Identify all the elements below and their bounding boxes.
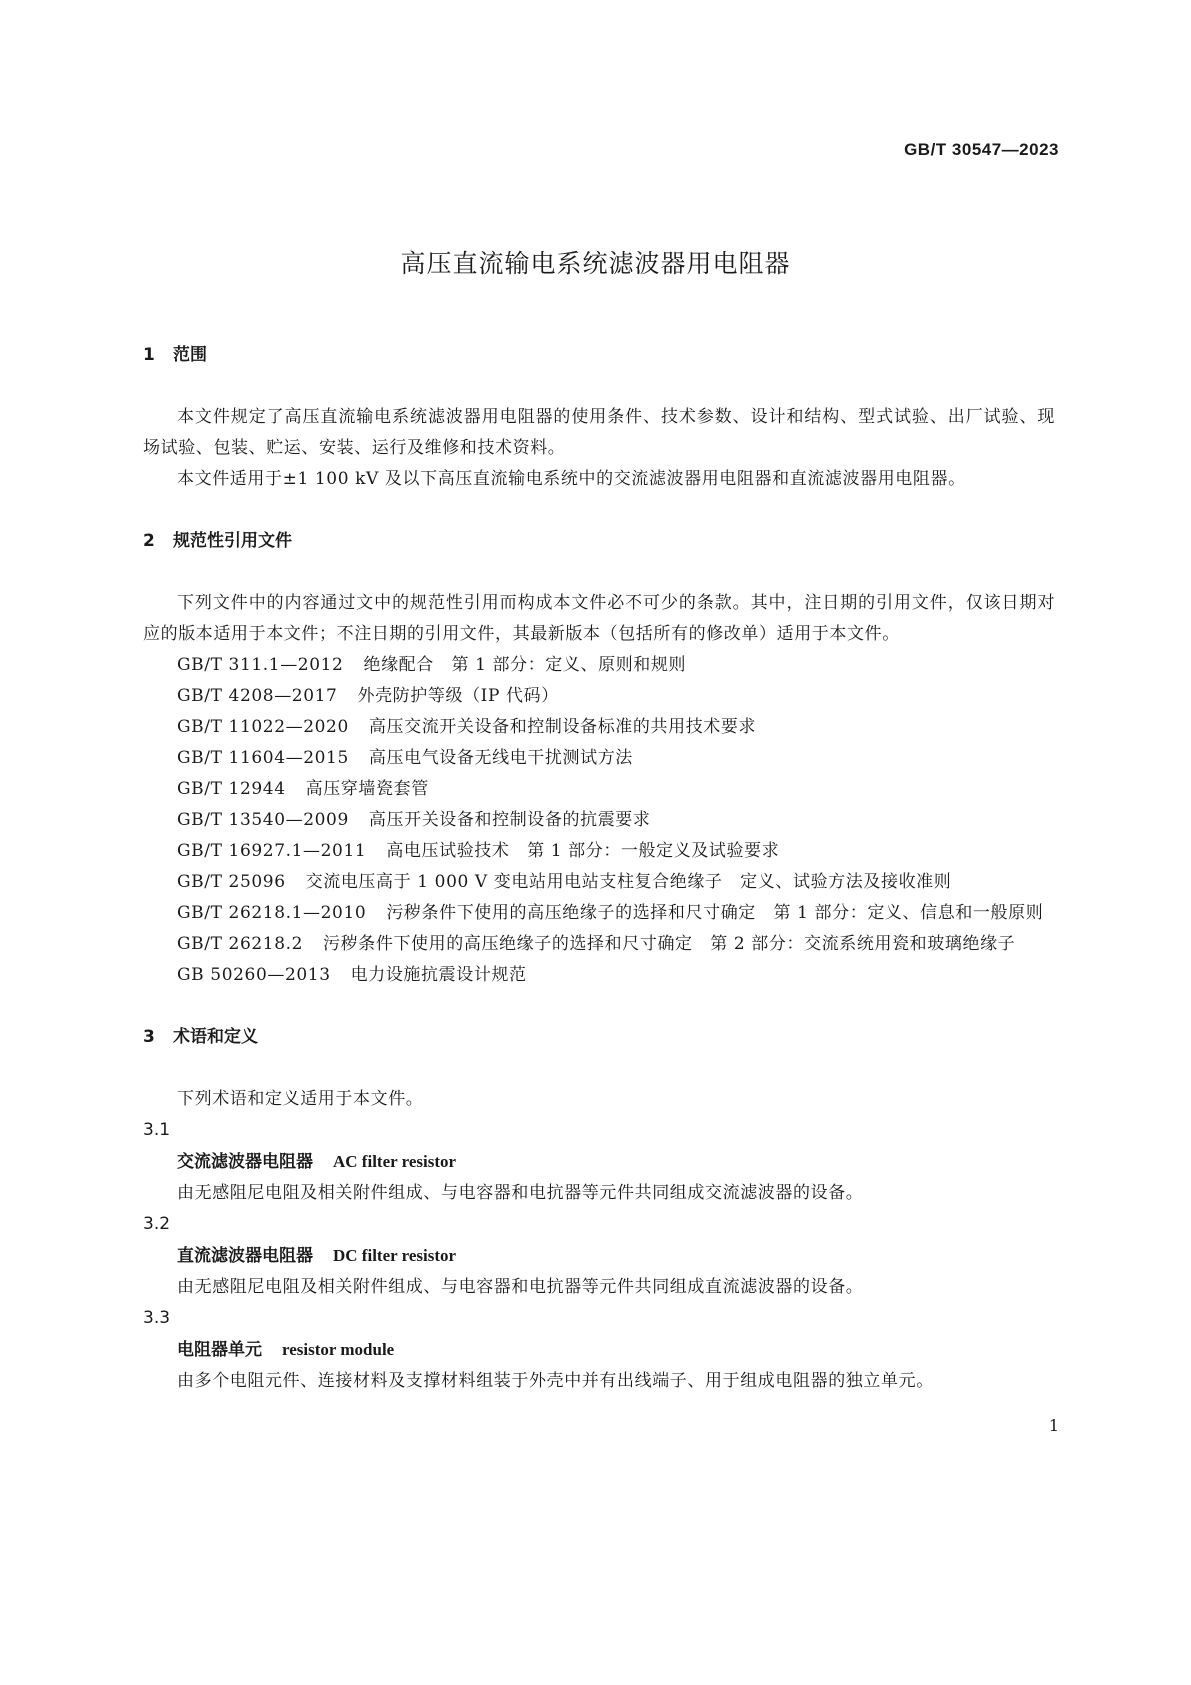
normative-intro: 下列文件中的内容通过文中的规范性引用而构成本文件必不可少的条款。其中，注日期的引用文件，仅该日期对应的版本适用于本文件；不注日期的引用文件，其最新版本（包括所有的修改单）适用于本文件。 bbox=[143, 593, 1055, 644]
reference-title: 高电压试验技术 第 1 部分：一般定义及试验要求 bbox=[386, 841, 780, 861]
reference-code: GB 50260—2013 bbox=[177, 965, 331, 985]
section-number: 2 bbox=[143, 531, 155, 551]
term-heading bbox=[143, 1334, 1055, 1366]
reference-item bbox=[143, 960, 1055, 991]
term-heading bbox=[143, 1240, 1055, 1272]
term-number: 3.2 bbox=[143, 1214, 171, 1234]
term-name-zh: 直流滤波器电阻器 bbox=[177, 1246, 313, 1266]
reference-title: 高压电气设备无线电干扰测试方法 bbox=[368, 748, 633, 768]
term-name-en: DC filter resistor bbox=[333, 1246, 457, 1265]
reference-code: GB/T 311.1—2012 bbox=[177, 655, 344, 675]
reference-item bbox=[143, 929, 1055, 960]
section-number: 1 bbox=[143, 345, 155, 365]
term-entry bbox=[143, 1303, 1055, 1397]
reference-title: 污秽条件下使用的高压绝缘子的选择和尺寸确定 第 1 部分：定义、信息和一般原则 bbox=[386, 903, 1044, 923]
term-definition: 由多个电阻元件、连接材料及支撑材料组装于外壳中并有出线端子、用于组成电阻器的独立单元。 bbox=[177, 1371, 934, 1391]
reference-title: 高压交流开关设备和控制设备标准的共用技术要求 bbox=[368, 717, 757, 737]
section-heading-normative bbox=[143, 526, 1055, 557]
section-number: 3 bbox=[143, 1027, 155, 1047]
scope-paragraph-1: 本文件规定了高压直流输电系统滤波器用电阻器的使用条件、技术参数、设计和结构、型式试验、出厂试验、现场试验、包装、贮运、安装、运行及维修和技术资料。 bbox=[143, 407, 1055, 458]
terms-intro: 下列术语和定义适用于本文件。 bbox=[177, 1089, 424, 1109]
section-title: 术语和定义 bbox=[173, 1027, 258, 1047]
term-definition: 由无感阻尼电阻及相关附件组成、与电容器和电抗器等元件共同组成直流滤波器的设备。 bbox=[177, 1277, 864, 1297]
term-number: 3.1 bbox=[143, 1120, 171, 1140]
term-entry bbox=[143, 1209, 1055, 1303]
reference-list bbox=[143, 650, 1055, 991]
term-heading bbox=[143, 1146, 1055, 1178]
reference-title: 电力设施抗震设计规范 bbox=[350, 965, 527, 985]
reference-title: 交流电压高于 1 000 V 变电站用电站支柱复合绝缘子 定义、试验方法及接收准则 bbox=[305, 872, 952, 892]
document-title: 高压直流输电系统滤波器用电阻器 bbox=[400, 249, 791, 278]
section-title: 规范性引用文件 bbox=[173, 531, 292, 551]
term-entry bbox=[143, 1115, 1055, 1209]
reference-code: GB/T 26218.2 bbox=[177, 934, 304, 954]
reference-title: 高压开关设备和控制设备的抗震要求 bbox=[368, 810, 651, 830]
reference-code: GB/T 26218.1—2010 bbox=[177, 903, 367, 923]
reference-title: 污秽条件下使用的高压绝缘子的选择和尺寸确定 第 2 部分：交流系统用瓷和玻璃绝缘子 bbox=[323, 934, 1016, 954]
section-heading-scope bbox=[143, 340, 1055, 371]
reference-item bbox=[143, 836, 1055, 867]
reference-code: GB/T 12944 bbox=[177, 779, 286, 799]
standard-code: GB/T 30547—2023 bbox=[904, 140, 1059, 159]
reference-code: GB/T 4208—2017 bbox=[177, 686, 338, 706]
section-title: 范围 bbox=[173, 345, 207, 365]
term-name-zh: 电阻器单元 bbox=[177, 1340, 262, 1360]
reference-code: GB/T 11604—2015 bbox=[177, 748, 349, 768]
reference-item bbox=[143, 712, 1055, 743]
reference-item bbox=[143, 650, 1055, 681]
reference-item bbox=[143, 805, 1055, 836]
reference-title: 绝缘配合 第 1 部分：定义、原则和规则 bbox=[363, 655, 687, 675]
page-number: 1 bbox=[1048, 1416, 1059, 1435]
term-name-en: resistor module bbox=[282, 1340, 395, 1359]
section-heading-terms bbox=[143, 1022, 1055, 1053]
term-name-zh: 交流滤波器电阻器 bbox=[177, 1152, 313, 1172]
term-name-en: AC filter resistor bbox=[333, 1152, 457, 1171]
reference-code: GB/T 16927.1—2011 bbox=[177, 841, 367, 861]
reference-title: 外壳防护等级（IP 代码） bbox=[357, 686, 559, 706]
document-body bbox=[143, 340, 1055, 1397]
term-definition: 由无感阻尼电阻及相关附件组成、与电容器和电抗器等元件共同组成交流滤波器的设备。 bbox=[177, 1183, 864, 1203]
reference-item bbox=[143, 867, 1055, 898]
reference-title: 高压穿墙瓷套管 bbox=[305, 779, 429, 799]
scope-paragraph-2: 本文件适用于±1 100 kV 及以下高压直流输电系统中的交流滤波器用电阻器和直流滤波器用电阻器。 bbox=[177, 469, 966, 489]
reference-item bbox=[143, 898, 1055, 929]
reference-code: GB/T 13540—2009 bbox=[177, 810, 349, 830]
term-number: 3.3 bbox=[143, 1308, 171, 1328]
reference-item bbox=[143, 743, 1055, 774]
reference-item bbox=[143, 681, 1055, 712]
reference-item bbox=[143, 774, 1055, 805]
reference-code: GB/T 11022—2020 bbox=[177, 717, 349, 737]
reference-code: GB/T 25096 bbox=[177, 872, 286, 892]
